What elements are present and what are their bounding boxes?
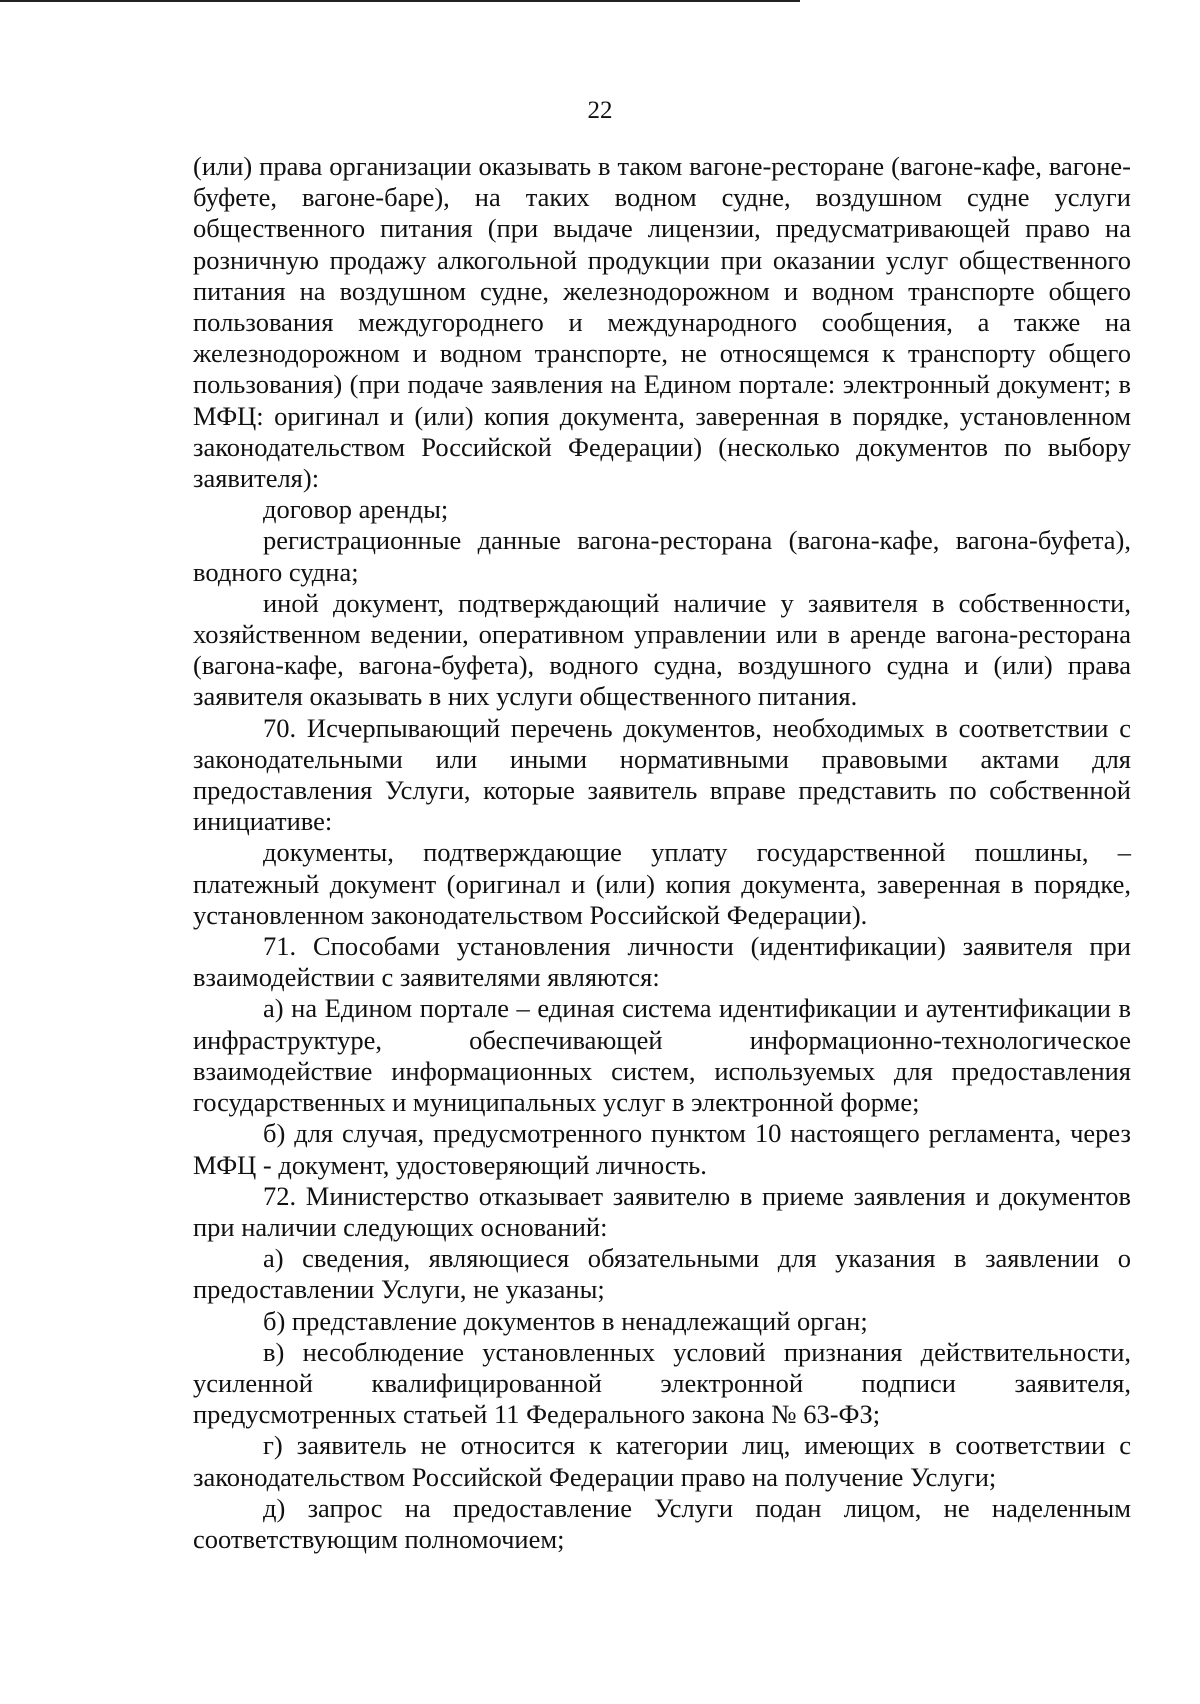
- paragraph-clause-72: 72. Министерство отказывает заявителю в приеме заявления и документов при наличии следующих оснований:: [193, 1180, 1131, 1242]
- paragraph-clause-72-v: в) несоблюдение установленных условий признания действительности, усиленной квалифицированной электронной подписи заявителя, предусмотренных статьей 11 Федерального закона № 63-ФЗ;: [193, 1336, 1131, 1430]
- paragraph-clause-71-b: б) для случая, предусмотренного пунктом 10 настоящего регламента, через МФЦ - документ, удостоверяющий личность.: [193, 1118, 1131, 1180]
- paragraph-clause-72-g: г) заявитель не относится к категории лиц, имеющих в соответствии с законодательством Российской Федерации право на получение Услуги;: [193, 1430, 1131, 1492]
- paragraph-lease-contract: договор аренды;: [263, 494, 449, 525]
- paragraph-clause-71: 71. Способами установления личности (идентификации) заявителя при взаимодействии с заявителями являются:: [193, 931, 1131, 993]
- paragraph-other-document: иной документ, подтверждающий наличие у заявителя в собственности, хозяйственном ведении, оперативном управлении или в аренде вагона-ресторана (вагона-кафе, вагона-буфета), водного судна, воздушного судна и (или) права заявителя оказывать в них услуги общественного питания.: [193, 587, 1131, 712]
- page-number: 22: [587, 97, 613, 124]
- page-top-border: [0, 0, 800, 2]
- paragraph-clause-72-d: д) запрос на предоставление Услуги подан лицом, не наделенным соответствующим полномочием;: [193, 1492, 1131, 1554]
- paragraph-registration-data: регистрационные данные вагона-ресторана (вагона-кафе, вагона-буфета), водного судна;: [193, 525, 1131, 587]
- document-body: [193, 151, 1131, 1555]
- paragraph-fee-documents: документы, подтверждающие уплату государственной пошлины, – платежный документ (оригинал и (или) копия документа, заверенная в порядке, установленном законодательством Российской Федерации).: [193, 837, 1131, 930]
- paragraph-clause-72-a: а) сведения, являющиеся обязательными для указания в заявлении о предоставлении Услуги, не указаны;: [193, 1243, 1131, 1305]
- paragraph-clause-71-a: а) на Едином портале – единая система идентификации и аутентификации в инфраструктуре, обеспечивающей информационно-технологическое взаимодействие информационных систем, используемых для предоставления государственных и муниципальных услуг в электронной форме;: [193, 993, 1131, 1118]
- paragraph-continuation: (или) права организации оказывать в таком вагоне-ресторане (вагоне-кафе, вагоне-буфете, вагоне-баре), на таких водном судне, воздушном судне услуги общественного питания (при выдаче лицензии, предусматривающей право на розничную продажу алкогольной продукции при оказании услуг общественного питания на воздушном судне, железнодорожном и водном транспорте общего пользования междугороднего и международного сообщения, а также на железнодорожном и водном транспорте, не относящемся к транспорту общего пользования) (при подаче заявления на Едином портале: электронный документ; в МФЦ: оригинал и (или) копия документа, заверенная в порядке, установленном законодательством Российской Федерации) (несколько документов по выбору заявителя):: [193, 151, 1131, 494]
- paragraph-clause-72-b: б) представление документов в ненадлежащий орган;: [263, 1305, 868, 1336]
- paragraph-clause-70: 70. Исчерпывающий перечень документов, необходимых в соответствии с законодательными или иными нормативными правовыми актами для предоставления Услуги, которые заявитель вправе представить по собственной инициативе:: [193, 712, 1131, 837]
